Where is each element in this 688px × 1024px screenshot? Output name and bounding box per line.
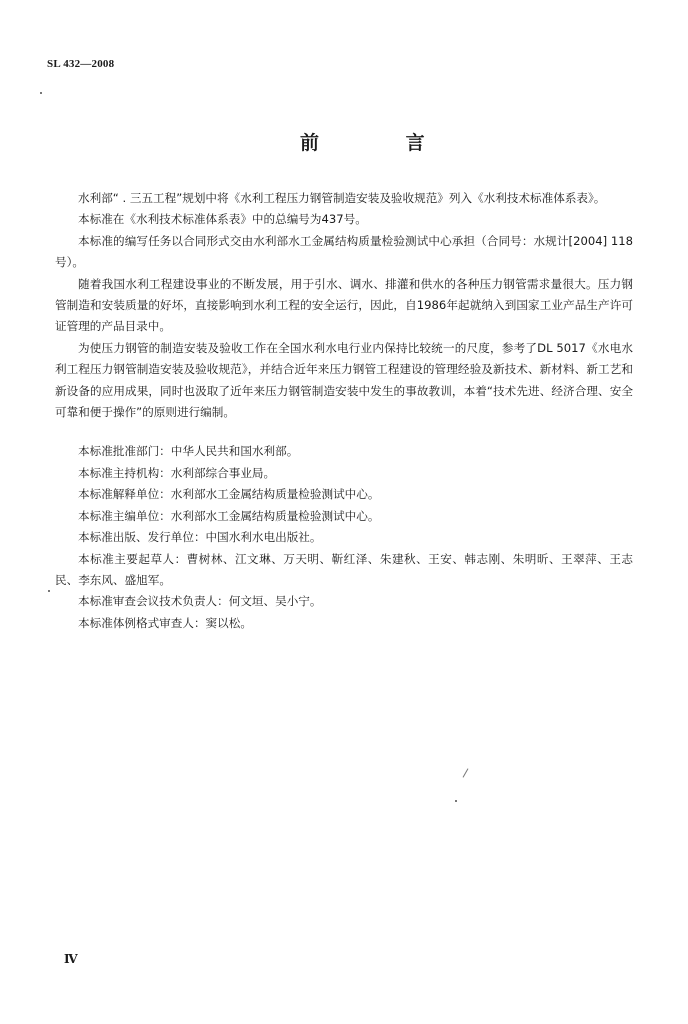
credit-line: 本标准体例格式审查人：窦以松。 <box>78 615 252 630</box>
credit-line: 本标准出版、发行单位：中国水利水电出版社。 <box>78 530 322 545</box>
standard-code: SL 432—2008 <box>47 58 115 70</box>
credit-line: 本标准主要起草人：曹树林、江文琳、万天明、靳红泽、朱建秋、王安、韩志刚、朱明昕、王翠萍、王志民、李东风、盛旭军。 <box>55 551 633 587</box>
page-number: Ⅳ <box>64 952 78 966</box>
credit-line: 本标准解释单位：水利部水工金属结构质量检验测试中心。 <box>78 487 380 502</box>
paragraph: 水利部“ . 三五工程”规划中将《水利工程压力钢管制造安装及验收规范》列入《水利技术标准体系表》。 <box>78 191 606 205</box>
credit-line: 本标准主持机构：水利部综合事业局。 <box>78 465 276 480</box>
credit-line: 本标准审查会议技术负责人：何文垣、吴小宁。 <box>78 594 322 609</box>
scan-speck <box>48 590 50 592</box>
scan-speck <box>455 800 457 802</box>
paragraph: 随着我国水利工程建设事业的不断发展，用于引水、调水、排灌和供水的各种压力钢管需求量很大。压力钢管制造和安装质量的好坏，直接影响到水利工程的安全运行，因此，自1986年起就纳入到国家工业产品生产许可证管理的产品目录中。 <box>55 276 633 334</box>
scan-speck <box>40 92 42 94</box>
credit-line: 本标准批准部门：中华人民共和国水利部。 <box>78 444 299 459</box>
paragraph: 为使压力钢管的制造安装及验收工作在全国水利水电行业内保持比较统一的尺度，参考了DL 5017《水电水利工程压力钢管制造安装及验收规范》，并结合近年来压力钢管工程建设的管理经验及新技术、新材料、新工艺和新设备的应用成果，同时也汲取了近年来压力钢管制造安装中发生的事故教训，本着“技术先进、经济合理、安全可靠和便于操作”的原则进行编制。 <box>55 340 633 420</box>
body-text <box>55 188 633 634</box>
credit-line: 本标准主编单位：水利部水工金属结构质量检验测试中心。 <box>78 508 380 523</box>
credits-list <box>55 441 633 634</box>
page-title: 前 言 <box>300 132 465 154</box>
scan-speck <box>463 768 469 777</box>
paragraph: 本标准的编写任务以合同形式交由水利部水工金属结构质量检验测试中心承担（合同号：水规计[2004] 118号）。 <box>55 233 633 270</box>
paragraph: 本标准在《水利技术标准体系表》中的总编号为437号。 <box>78 212 367 227</box>
